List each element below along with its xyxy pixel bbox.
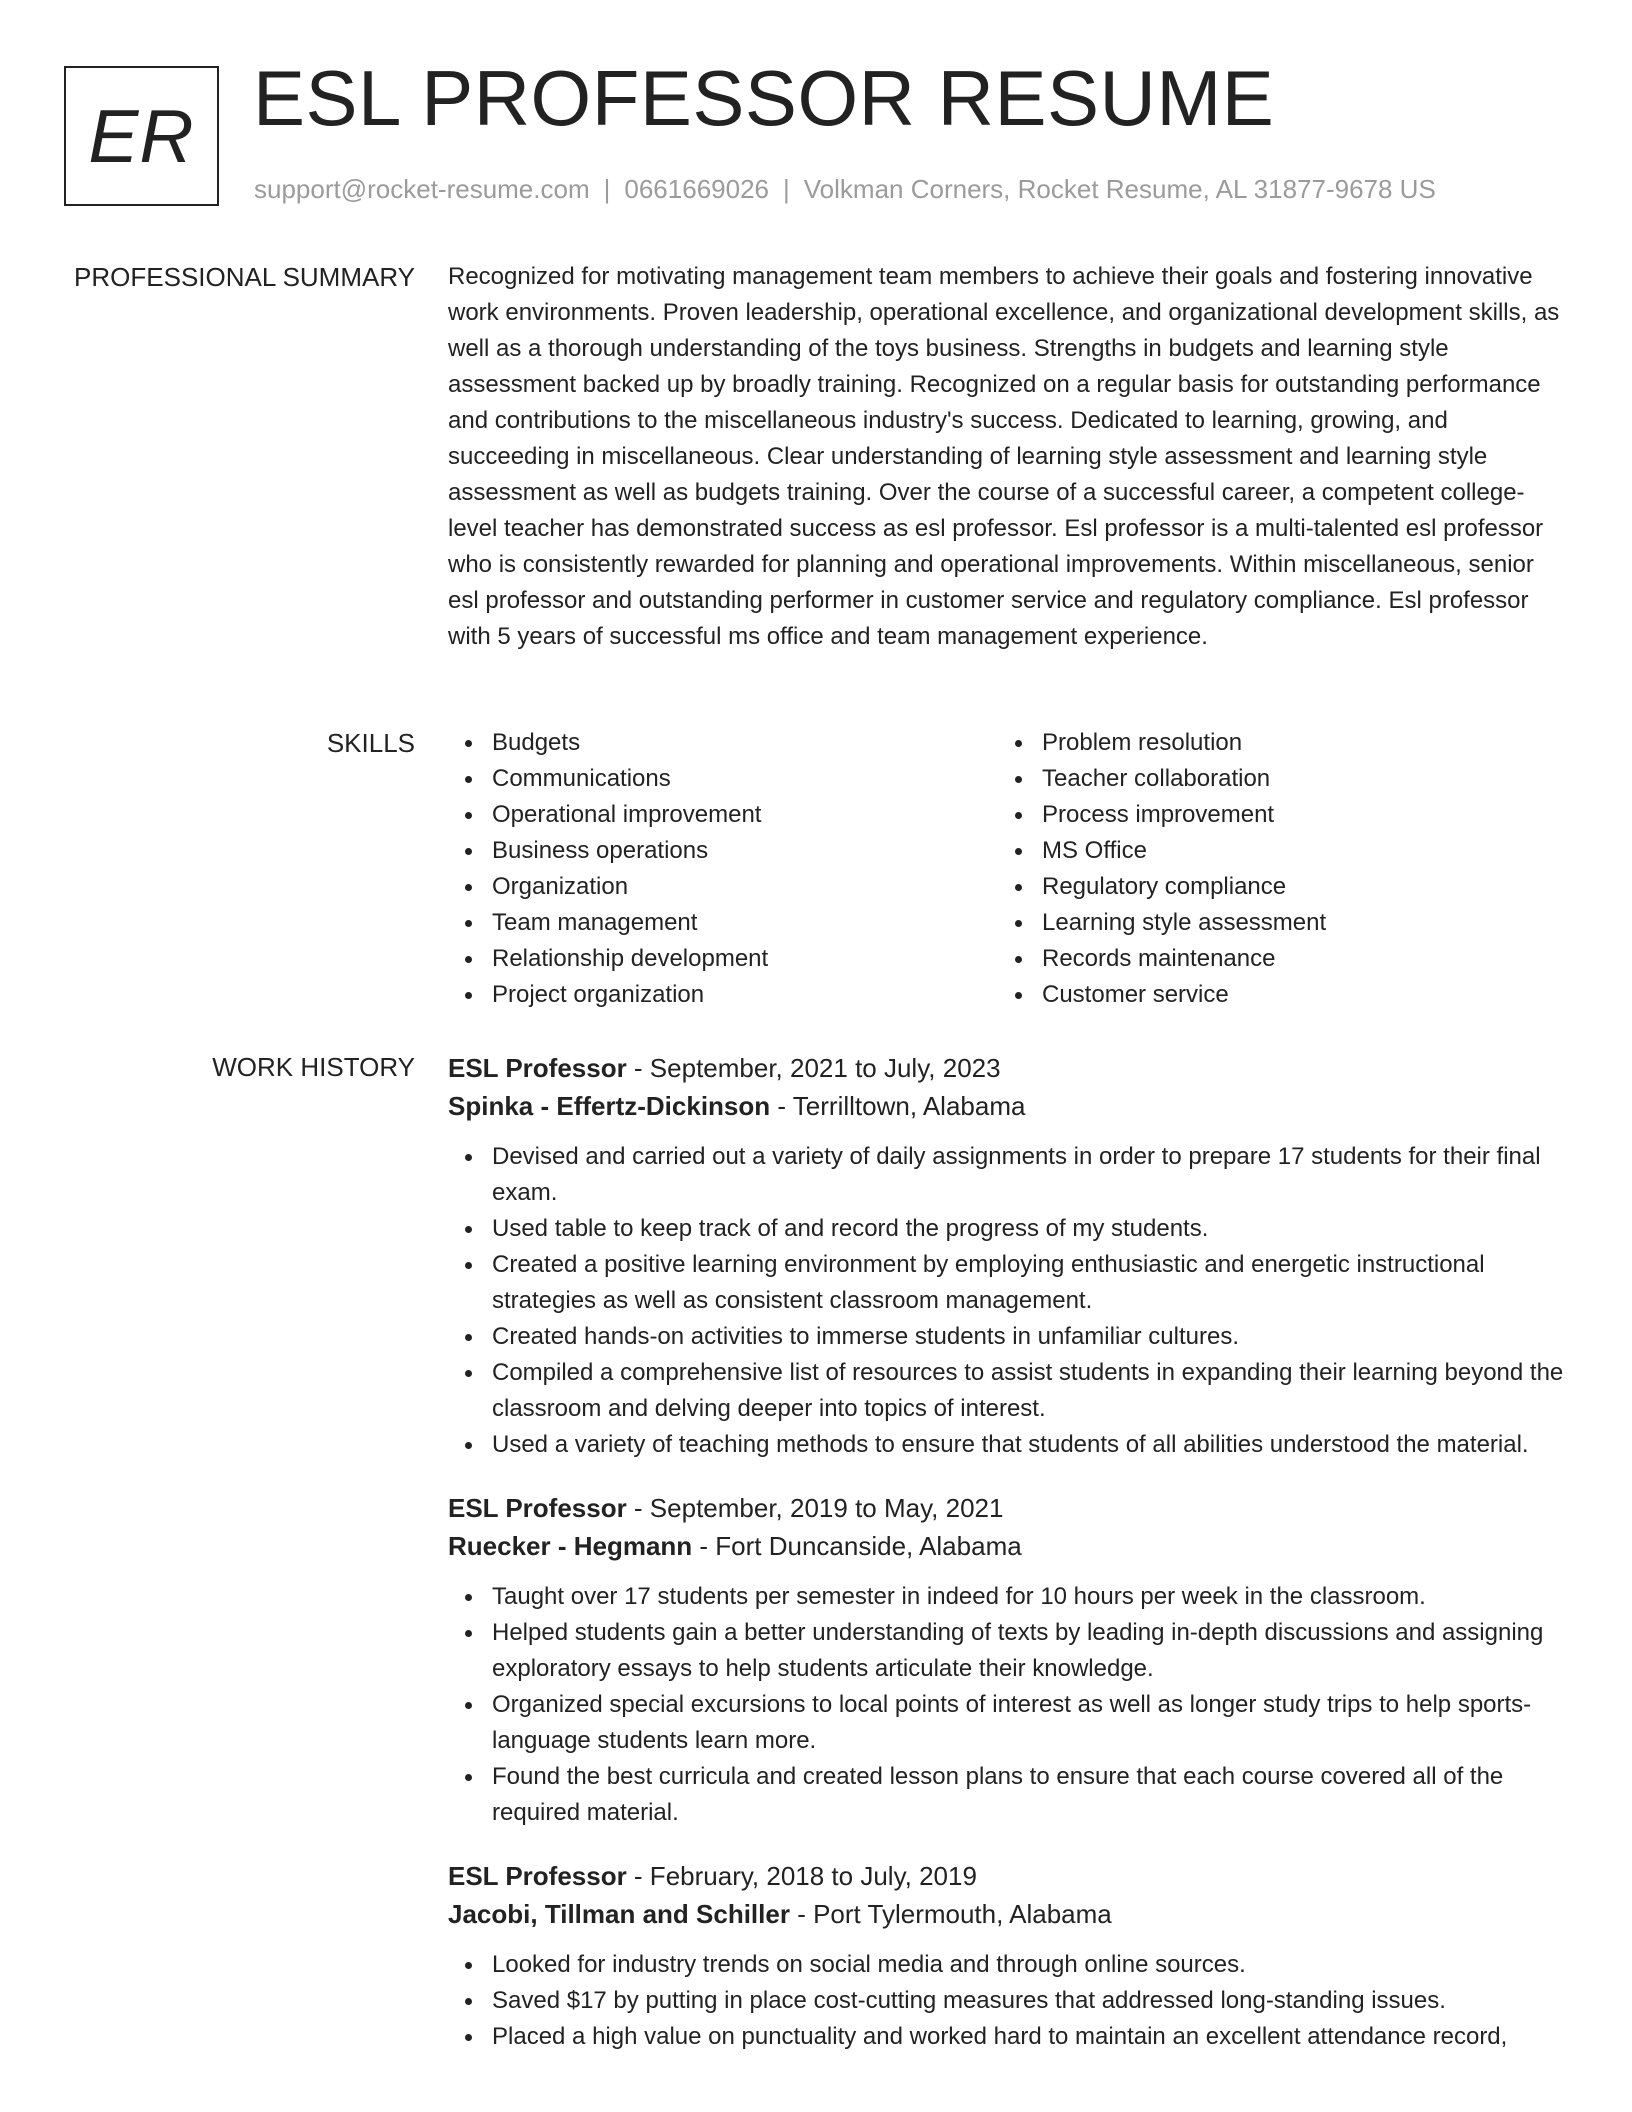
job-bullet: Placed a high value on punctuality and worked hard to maintain an excellent attendance record,: [448, 2019, 1568, 2055]
skill-item: Operational improvement: [448, 797, 998, 833]
job-title: ESL Professor: [448, 1493, 627, 1523]
skills-heading: SKILLS: [326, 728, 415, 758]
job-bullet: Created hands-on activities to immerse students in unfamiliar cultures.: [448, 1319, 1568, 1355]
resume-title: ESL PROFESSOR RESUME: [253, 54, 1275, 142]
contact-email[interactable]: support@rocket-resume.com: [254, 174, 590, 204]
job-bullet: Helped students gain a better understanding of texts by leading in-depth discussions and assigning exploratory essays to help students articulate their knowledge.: [448, 1615, 1568, 1687]
summary-body: [448, 259, 1568, 655]
job-location: - Port Tylermouth, Alabama: [789, 1899, 1112, 1929]
skill-item: Teacher collaboration: [998, 761, 1548, 797]
job-title: ESL Professor: [448, 1053, 627, 1083]
skills-body: [448, 725, 1568, 1013]
job-company: Jacobi, Tillman and Schiller: [448, 1899, 790, 1929]
job-bullets: [448, 1139, 1568, 1463]
job-dates: - September, 2019 to May, 2021: [626, 1493, 1004, 1523]
summary-text: Recognized for motivating management team members to achieve their goals and fostering innovative work environments. Proven leadership, operational excellence, and organizational development skills, as well as a thorough understanding of the toys business. Strengths in budgets and learning style assessment backed up by broadly training. Recognized on a regular basis for outstanding performance and contributions to the miscellaneous industry's success. Dedicated to learning, growing, and succeeding in miscellaneous. Clear understanding of learning style assessment and learning style assessment as well as budgets training. Over the course of a successful career, a competent college-level teacher has demonstrated success as esl professor. Esl professor is a multi-talented esl professor who is consistently rewarded for planning and operational improvements. Within miscellaneous, senior esl professor and outstanding performer in customer service and regulatory compliance. Esl professor with 5 years of successful ms office and team management experience.: [448, 263, 1560, 650]
job-company: Spinka - Effertz-Dickinson: [448, 1091, 771, 1121]
skill-item: Regulatory compliance: [998, 869, 1548, 905]
monogram-text: ER: [88, 94, 195, 178]
skill-item: Project organization: [448, 977, 998, 1013]
job-dates: - September, 2021 to July, 2023: [626, 1053, 1001, 1083]
job-bullet: Devised and carried out a variety of daily assignments in order to prepare 17 students for their final exam.: [448, 1139, 1568, 1211]
job-company-line: [448, 1895, 1568, 1933]
job-bullet: Looked for industry trends on social media and through online sources.: [448, 1947, 1568, 1983]
work-history-heading: WORK HISTORY: [212, 1052, 415, 1082]
contact-address: Volkman Corners, Rocket Resume, AL 31877-9678 US: [803, 174, 1436, 204]
job-dates: - February, 2018 to July, 2019: [626, 1861, 977, 1891]
skill-item: Customer service: [998, 977, 1548, 1013]
skill-item: Problem resolution: [998, 725, 1548, 761]
job-bullets: [448, 1947, 1568, 2055]
job-bullet: Compiled a comprehensive list of resources to assist students in expanding their learning beyond the classroom and delving deeper into topics of interest.: [448, 1355, 1568, 1427]
job-company: Ruecker - Hegmann: [448, 1531, 693, 1561]
skill-item: Business operations: [448, 833, 998, 869]
job-title-line: [448, 1489, 1568, 1527]
skill-item: MS Office: [998, 833, 1548, 869]
job-location: - Terrilltown, Alabama: [770, 1091, 1026, 1121]
contact-info: [254, 174, 1436, 205]
job-bullet: Organized special excursions to local points of interest as well as longer study trips to help sports-language students learn more.: [448, 1687, 1568, 1759]
skill-item: Learning style assessment: [998, 905, 1548, 941]
job-bullet: Used table to keep track of and record the progress of my students.: [448, 1211, 1568, 1247]
skills-list-left: [448, 725, 998, 1013]
job-company-line: [448, 1527, 1568, 1565]
monogram-logo: [64, 66, 219, 206]
job-title-line: [448, 1857, 1568, 1895]
skill-item: Budgets: [448, 725, 998, 761]
contact-separator: |: [603, 174, 611, 204]
skills-list-right: [998, 725, 1548, 1013]
contact-separator: |: [783, 174, 790, 204]
job-entry: [448, 1049, 1568, 1463]
skill-item: Records maintenance: [998, 941, 1548, 977]
job-entry: [448, 1489, 1568, 1831]
job-bullet: Used a variety of teaching methods to ensure that students of all abilities understood the material.: [448, 1427, 1568, 1463]
job-bullets: [448, 1579, 1568, 1831]
job-bullet: Created a positive learning environment by employing enthusiastic and energetic instructional strategies as well as consistent classroom management.: [448, 1247, 1568, 1319]
job-bullet: Taught over 17 students per semester in indeed for 10 hours per week in the classroom.: [448, 1579, 1568, 1615]
skill-item: Communications: [448, 761, 998, 797]
job-entry: [448, 1857, 1568, 2055]
job-title-line: [448, 1049, 1568, 1087]
work-history-body: [448, 1049, 1568, 2081]
job-title: ESL Professor: [448, 1861, 627, 1891]
skill-item: Process improvement: [998, 797, 1548, 833]
skill-item: Relationship development: [448, 941, 998, 977]
skill-item: Team management: [448, 905, 998, 941]
skills-columns: [448, 725, 1568, 1013]
job-bullet: Found the best curricula and created lesson plans to ensure that each course covered all of the required material.: [448, 1759, 1568, 1831]
job-bullet: Saved $17 by putting in place cost-cutting measures that addressed long-standing issues.: [448, 1983, 1568, 2019]
contact-phone[interactable]: 0661669026: [624, 174, 769, 204]
summary-heading: PROFESSIONAL SUMMARY: [74, 262, 415, 292]
job-location: - Fort Duncanside, Alabama: [692, 1531, 1022, 1561]
skill-item: Organization: [448, 869, 998, 905]
job-company-line: [448, 1087, 1568, 1125]
